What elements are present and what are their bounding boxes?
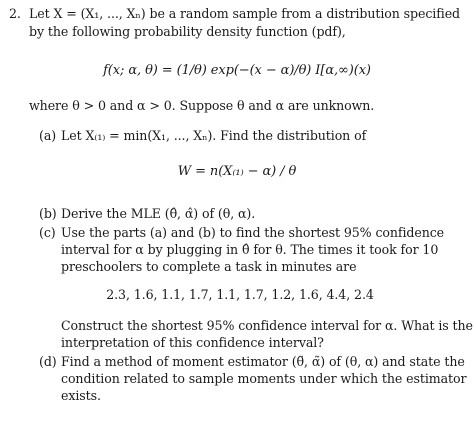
part-d-line-2: condition related to sample moments under which the estimator <box>61 371 467 386</box>
part-d-line-1: Find a method of moment estimator (θ̃, α̃) of (θ, α) and state the <box>61 354 465 369</box>
data-values: 2.3, 1.6, 1.1, 1.7, 1.1, 1.7, 1.2, 1.6, 4.4, 2.4 <box>106 287 374 302</box>
conditions-text: where θ > 0 and α > 0. Suppose θ and α are unknown. <box>29 98 375 113</box>
part-b-text: Derive the MLE (θ̂, α̂) of (θ, α). <box>61 206 256 221</box>
part-c-line-4: Construct the shortest 95% confidence interval for α. What is the <box>61 318 473 333</box>
intro-line-2: by the following probability density function (pdf), <box>29 24 346 39</box>
part-c-line-5: interpretation of this confidence interval? <box>61 335 324 350</box>
problem-number: 2. <box>9 6 21 21</box>
part-b-label: (b) <box>39 206 57 221</box>
part-c-label: (c) <box>39 225 56 240</box>
intro-line-1: Let X = (X₁, ..., Xₙ) be a random sample from a distribution specified <box>29 6 461 21</box>
part-c-line-1: Use the parts (a) and (b) to find the shortest 95% confidence <box>61 225 445 240</box>
part-a-label: (a) <box>39 128 57 143</box>
part-c-line-2: interval for α by plugging in θ̂ for θ. The times it took for 10 <box>61 242 439 257</box>
part-c-line-3: preschoolers to complete a task in minutes are <box>61 259 357 274</box>
part-a-formula: W = n(X₍₁₎ − α) / θ <box>177 164 297 179</box>
part-a-text: Let X₍₁₎ = min(X₁, ..., Xₙ). Find the distribution of <box>61 128 367 143</box>
part-d-line-3: exists. <box>61 388 101 403</box>
part-d-label: (d) <box>39 354 57 369</box>
pdf-formula: f(x; α, θ) = (1/θ) exp(−(x − α)/θ) I[α,∞)(x) <box>103 63 371 78</box>
